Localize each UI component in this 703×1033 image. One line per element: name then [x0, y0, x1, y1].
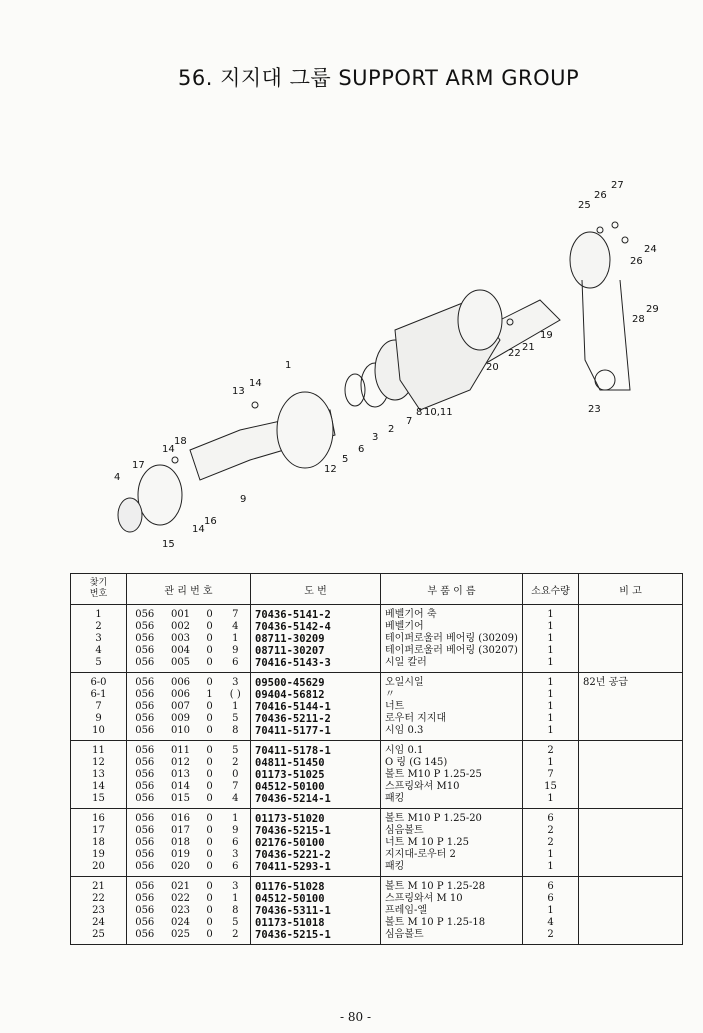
table-cell-qty: 1	[523, 673, 579, 690]
table-cell-c: 0	[206, 645, 213, 656]
table-cell-d: 3	[221, 877, 251, 894]
callout-label: 28	[632, 314, 645, 325]
table-cell-qty: 6	[523, 893, 579, 905]
table-cell-a: 056	[127, 645, 163, 657]
table-cell-name: 너트 M 10 P 1.25	[381, 837, 523, 849]
table-cell-c: 0	[206, 881, 213, 892]
table-cell-c: 0	[206, 621, 213, 632]
table-cell-b: 010	[163, 725, 199, 741]
table-row	[71, 657, 683, 673]
table-cell-a: 056	[127, 849, 163, 861]
table-cell-d: 8	[221, 905, 251, 917]
header-part-name: 부 품 이 름	[381, 574, 523, 605]
table-cell-no: 14	[71, 781, 127, 793]
table-row	[71, 825, 683, 837]
table-cell-remark	[579, 893, 683, 905]
callout-label: 21	[522, 342, 535, 353]
table-cell-qty: 1	[523, 689, 579, 701]
table-row	[71, 861, 683, 877]
table-cell-qty: 1	[523, 861, 579, 877]
table-cell-name: O 링 (G 145)	[381, 757, 523, 769]
table-cell-a: 056	[127, 633, 163, 645]
table-cell-name: 볼트 M10 P 1.25-20	[381, 809, 523, 826]
table-cell-no: 15	[71, 793, 127, 809]
table-cell-no: 2	[71, 621, 127, 633]
table-cell-remark	[579, 757, 683, 769]
callout-label: 10,11	[424, 407, 453, 418]
table-cell-part: 70416-5143-3	[251, 657, 381, 673]
table-cell-d: 6	[221, 657, 251, 673]
table-cell-no: 22	[71, 893, 127, 905]
table-cell-no: 6-1	[71, 689, 127, 701]
table-cell-no: 4	[71, 645, 127, 657]
table-cell-part: 70436-5211-2	[251, 713, 381, 725]
table-cell-b: 005	[163, 657, 199, 673]
table-cell-name: 스프링와셔 M 10	[381, 893, 523, 905]
table-cell-b: 017	[170, 825, 191, 836]
table-cell-remark	[579, 713, 683, 725]
table-cell-remark	[579, 605, 683, 622]
header-remarks: 비 고	[579, 574, 683, 605]
table-cell-part: 70436-5311-1	[251, 905, 381, 917]
table-cell-qty: 2	[523, 929, 579, 945]
callout-label: 16	[204, 516, 217, 527]
table-cell-a: 056	[127, 837, 163, 849]
table-cell-b: 020	[163, 861, 199, 877]
header-quantity: 소요수량	[523, 574, 579, 605]
table-cell-part: 04811-51450	[251, 757, 381, 769]
table-row	[71, 929, 683, 945]
table-cell-d: 0	[221, 769, 251, 781]
table-row	[71, 877, 683, 894]
table-cell-qty: 1	[523, 757, 579, 769]
table-cell-part: 70436-5141-2	[251, 605, 381, 622]
table-cell-name: 패킹	[381, 861, 523, 877]
table-cell-d: 3	[221, 673, 251, 690]
table-cell-b: 018	[170, 837, 191, 848]
table-cell-b: 022	[170, 893, 191, 904]
table-cell-no: 23	[71, 905, 127, 917]
table-cell-b: 011	[170, 745, 191, 756]
table-row	[71, 673, 683, 690]
header-drawing-no: 도 번	[251, 574, 381, 605]
callout-label: 29	[646, 304, 659, 315]
table-cell-c: 0	[199, 793, 221, 809]
table-cell-b: 025	[163, 929, 199, 945]
table-cell-no: 21	[71, 877, 127, 894]
table-cell-qty: 1	[523, 605, 579, 622]
table-cell-d: ( )	[221, 689, 251, 701]
table-cell-no: 10	[71, 725, 127, 741]
table-cell-d: 5	[221, 917, 251, 929]
table-cell-qty: 1	[523, 621, 579, 633]
table-cell-no: 13	[71, 769, 127, 781]
callout-label: 13	[232, 386, 245, 397]
table-row	[71, 605, 683, 622]
table-cell-b: 002	[170, 621, 191, 632]
table-cell-qty: 15	[523, 781, 579, 793]
table-row	[71, 837, 683, 849]
table-cell-a: 056	[127, 741, 163, 758]
table-cell-d: 9	[221, 825, 251, 837]
table-cell-part: 08711-30209	[251, 633, 381, 645]
table-cell-name: 〃	[381, 689, 523, 701]
table-cell-d: 2	[221, 757, 251, 769]
callout-label: 1	[285, 360, 292, 371]
table-row	[71, 781, 683, 793]
table-cell-b: 004	[170, 645, 191, 656]
table-cell-d: 2	[221, 929, 251, 945]
page-title: 56. 지지대 그룹 SUPPORT ARM GROUP	[178, 66, 580, 90]
table-cell-c: 0	[206, 609, 213, 620]
table-row	[71, 689, 683, 701]
table-row	[71, 621, 683, 633]
table-cell-name: 테이퍼로울러 베어링 (30207)	[381, 645, 523, 657]
table-cell-qty: 2	[523, 825, 579, 837]
table-cell-c: 1	[206, 689, 213, 700]
table-cell-a: 056	[127, 701, 163, 713]
table-cell-name: 베벨기어 축	[381, 605, 523, 622]
table-cell-part: 70416-5144-1	[251, 701, 381, 713]
table-cell-a: 056	[127, 917, 163, 929]
callout-label: 14	[162, 444, 175, 455]
table-cell-remark	[579, 861, 683, 877]
table-cell-b: 006	[170, 677, 191, 688]
table-cell-part: 01173-51018	[251, 917, 381, 929]
table-cell-a: 056	[127, 621, 163, 633]
callout-label: 15	[162, 539, 175, 550]
table-cell-d: 7	[221, 781, 251, 793]
callout-label: 9	[240, 494, 247, 505]
table-cell-part: 01176-51028	[251, 877, 381, 894]
table-cell-remark	[579, 689, 683, 701]
table-cell-d: 4	[221, 621, 251, 633]
callout-label: 2	[388, 424, 395, 435]
table-cell-a: 056	[127, 877, 163, 894]
table-cell-a: 056	[127, 689, 163, 701]
table-cell-part: 70411-5178-1	[251, 741, 381, 758]
table-cell-d: 3	[221, 849, 251, 861]
callout-label: 26	[594, 190, 607, 201]
table-cell-no: 3	[71, 633, 127, 645]
table-cell-part: 01173-51020	[251, 809, 381, 826]
table-cell-a: 056	[127, 905, 163, 917]
table-cell-a: 056	[127, 929, 163, 945]
table-cell-c: 0	[206, 769, 213, 780]
table-cell-c: 0	[206, 677, 213, 688]
callout-label: 22	[508, 348, 521, 359]
table-cell-qty: 1	[523, 725, 579, 741]
callout-label: 5	[342, 454, 349, 465]
table-cell-b: 006	[170, 689, 191, 700]
table-row	[71, 893, 683, 905]
page-number: - 80 -	[340, 1010, 372, 1024]
callout-label: 25	[578, 200, 591, 211]
table-cell-remark	[579, 769, 683, 781]
callout-label: 12	[324, 464, 337, 475]
table-cell-c: 0	[199, 929, 221, 945]
table-cell-b: 013	[170, 769, 191, 780]
table-cell-d: 1	[221, 809, 251, 826]
table-cell-name: 프레임-엘	[381, 905, 523, 917]
table-cell-name: 패킹	[381, 793, 523, 809]
table-cell-a: 056	[127, 725, 163, 741]
table-cell-part: 02176-50100	[251, 837, 381, 849]
table-cell-c: 0	[206, 813, 213, 824]
table-cell-remark	[579, 633, 683, 645]
table-cell-name: 볼트 M 10 P 1.25-18	[381, 917, 523, 929]
table-cell-b: 021	[170, 881, 191, 892]
table-cell-remark: 82년 공급	[579, 673, 683, 690]
table-cell-no: 9	[71, 713, 127, 725]
table-cell-name: 스프링와셔 M10	[381, 781, 523, 793]
table-cell-part: 04512-50100	[251, 781, 381, 793]
callout-label: 7	[406, 416, 413, 427]
table-cell-no: 18	[71, 837, 127, 849]
table-cell-c: 0	[206, 825, 213, 836]
table-cell-b: 001	[170, 609, 191, 620]
table-cell-remark	[579, 741, 683, 758]
table-cell-no: 19	[71, 849, 127, 861]
callout-label: 14	[249, 378, 262, 389]
table-cell-no: 6-0	[71, 673, 127, 690]
table-cell-name: 테이퍼로울러 베어링 (30209)	[381, 633, 523, 645]
table-row	[71, 701, 683, 713]
callout-label: 14	[192, 524, 205, 535]
table-cell-qty: 1	[523, 713, 579, 725]
table-cell-a: 056	[127, 673, 163, 690]
table-cell-qty: 1	[523, 645, 579, 657]
table-cell-part: 70436-5215-1	[251, 825, 381, 837]
table-cell-c: 0	[206, 905, 213, 916]
table-cell-a: 056	[127, 769, 163, 781]
table-cell-d: 5	[221, 741, 251, 758]
callout-label: 26	[630, 256, 643, 267]
table-cell-b: 019	[170, 849, 191, 860]
table-cell-part: 09500-45629	[251, 673, 381, 690]
callout-label: 4	[114, 472, 121, 483]
table-cell-name: 볼트 M 10 P 1.25-28	[381, 877, 523, 894]
table-cell-no: 12	[71, 757, 127, 769]
table-cell-d: 7	[221, 605, 251, 622]
table-cell-no: 16	[71, 809, 127, 826]
table-cell-remark	[579, 645, 683, 657]
table-cell-name: 지지대-로우터 2	[381, 849, 523, 861]
table-cell-qty: 6	[523, 809, 579, 826]
table-cell-qty: 1	[523, 657, 579, 673]
table-row	[71, 809, 683, 826]
table-row	[71, 757, 683, 769]
table-cell-part: 08711-30207	[251, 645, 381, 657]
table-cell-c: 0	[206, 781, 213, 792]
table-cell-no: 25	[71, 929, 127, 945]
table-cell-a: 056	[127, 713, 163, 725]
table-cell-remark	[579, 837, 683, 849]
callout-label: 8	[416, 407, 423, 418]
table-cell-b: 016	[170, 813, 191, 824]
table-cell-remark	[579, 725, 683, 741]
table-cell-name: 시일 칼러	[381, 657, 523, 673]
table-cell-c: 0	[206, 849, 213, 860]
table-cell-c: 0	[206, 745, 213, 756]
table-cell-remark	[579, 849, 683, 861]
table-row	[71, 905, 683, 917]
table-cell-name: 시임 0.3	[381, 725, 523, 741]
table-cell-qty: 4	[523, 917, 579, 929]
table-cell-b: 015	[163, 793, 199, 809]
table-cell-remark	[579, 781, 683, 793]
table-cell-a: 056	[127, 861, 163, 877]
header-management-no: 관 리 번 호	[127, 574, 251, 605]
table-row	[71, 713, 683, 725]
table-cell-remark	[579, 825, 683, 837]
callout-label: 24	[644, 244, 657, 255]
table-cell-remark	[579, 701, 683, 713]
table-cell-no: 11	[71, 741, 127, 758]
table-cell-qty: 1	[523, 849, 579, 861]
table-cell-part: 09404-56812	[251, 689, 381, 701]
table-cell-d: 5	[221, 713, 251, 725]
table-cell-name: 로우터 지지대	[381, 713, 523, 725]
table-cell-part: 70436-5214-1	[251, 793, 381, 809]
table-cell-no: 24	[71, 917, 127, 929]
table-cell-qty: 1	[523, 905, 579, 917]
table-cell-b: 014	[170, 781, 191, 792]
table-cell-remark	[579, 905, 683, 917]
support-arm-drawing	[0, 160, 703, 560]
table-row	[71, 917, 683, 929]
table-cell-d: 4	[221, 793, 251, 809]
table-cell-d: 9	[221, 645, 251, 657]
parts-table	[70, 573, 683, 945]
table-cell-c: 0	[199, 657, 221, 673]
callout-label: 17	[132, 460, 145, 471]
table-cell-no: 17	[71, 825, 127, 837]
table-cell-d: 1	[221, 893, 251, 905]
table-cell-c: 0	[206, 713, 213, 724]
table-cell-no: 1	[71, 605, 127, 622]
table-cell-part: 70411-5293-1	[251, 861, 381, 877]
table-cell-qty: 1	[523, 633, 579, 645]
table-row	[71, 741, 683, 758]
table-row	[71, 769, 683, 781]
table-cell-a: 056	[127, 605, 163, 622]
table-cell-name: 시임 0.1	[381, 741, 523, 758]
table-row	[71, 633, 683, 645]
table-cell-a: 056	[127, 781, 163, 793]
table-cell-c: 0	[206, 757, 213, 768]
parts-table-body	[71, 605, 683, 945]
table-cell-qty: 7	[523, 769, 579, 781]
table-cell-c: 0	[199, 725, 221, 741]
callout-label: 19	[540, 330, 553, 341]
table-cell-remark	[579, 917, 683, 929]
table-cell-remark	[579, 929, 683, 945]
table-cell-no: 5	[71, 657, 127, 673]
table-row	[71, 645, 683, 657]
table-cell-name: 너트	[381, 701, 523, 713]
table-row	[71, 793, 683, 809]
table-cell-d: 8	[221, 725, 251, 741]
table-row	[71, 849, 683, 861]
table-cell-b: 012	[170, 757, 191, 768]
table-cell-c: 0	[206, 633, 213, 644]
table-cell-c: 0	[206, 893, 213, 904]
table-cell-a: 056	[127, 893, 163, 905]
table-cell-qty: 2	[523, 741, 579, 758]
table-cell-part: 01173-51025	[251, 769, 381, 781]
table-cell-qty: 1	[523, 793, 579, 809]
table-cell-a: 056	[127, 657, 163, 673]
table-cell-b: 009	[170, 713, 191, 724]
table-cell-part: 70436-5221-2	[251, 849, 381, 861]
table-cell-name: 심음볼트	[381, 929, 523, 945]
table-cell-qty: 2	[523, 837, 579, 849]
table-cell-b: 003	[170, 633, 191, 644]
table-cell-c: 0	[206, 917, 213, 928]
table-cell-name: 오일시일	[381, 673, 523, 690]
table-cell-name: 볼트 M10 P 1.25-25	[381, 769, 523, 781]
table-cell-b: 024	[170, 917, 191, 928]
table-cell-b: 007	[170, 701, 191, 712]
table-cell-b: 023	[170, 905, 191, 916]
table-cell-d: 1	[221, 701, 251, 713]
table-cell-qty: 1	[523, 701, 579, 713]
table-cell-a: 056	[127, 757, 163, 769]
table-cell-remark	[579, 793, 683, 809]
callout-label: 27	[611, 180, 624, 191]
table-cell-d: 6	[221, 861, 251, 877]
callout-label: 6	[358, 444, 365, 455]
table-row	[71, 725, 683, 741]
table-cell-qty: 6	[523, 877, 579, 894]
table-cell-c: 0	[199, 861, 221, 877]
table-cell-part: 70436-5215-1	[251, 929, 381, 945]
table-cell-part: 70411-5177-1	[251, 725, 381, 741]
callout-label: 18	[174, 436, 187, 447]
table-cell-part: 04512-50100	[251, 893, 381, 905]
table-cell-remark	[579, 809, 683, 826]
table-cell-no: 20	[71, 861, 127, 877]
table-cell-d: 6	[221, 837, 251, 849]
table-cell-part: 70436-5142-4	[251, 621, 381, 633]
table-cell-name: 심음볼트	[381, 825, 523, 837]
exploded-parts-diagram	[0, 160, 703, 560]
callout-label: 3	[372, 432, 379, 443]
table-cell-remark	[579, 877, 683, 894]
callout-label: 23	[588, 404, 601, 415]
table-cell-d: 1	[221, 633, 251, 645]
callout-label: 20	[486, 362, 499, 373]
table-cell-remark	[579, 621, 683, 633]
table-cell-c: 0	[206, 701, 213, 712]
table-cell-name: 베벨기어	[381, 621, 523, 633]
table-cell-c: 0	[206, 837, 213, 848]
table-cell-a: 056	[127, 825, 163, 837]
table-cell-remark	[579, 657, 683, 673]
table-cell-no: 7	[71, 701, 127, 713]
table-cell-a: 056	[127, 793, 163, 809]
table-cell-a: 056	[127, 809, 163, 826]
header-find-no: 찾기 번호	[71, 574, 127, 605]
